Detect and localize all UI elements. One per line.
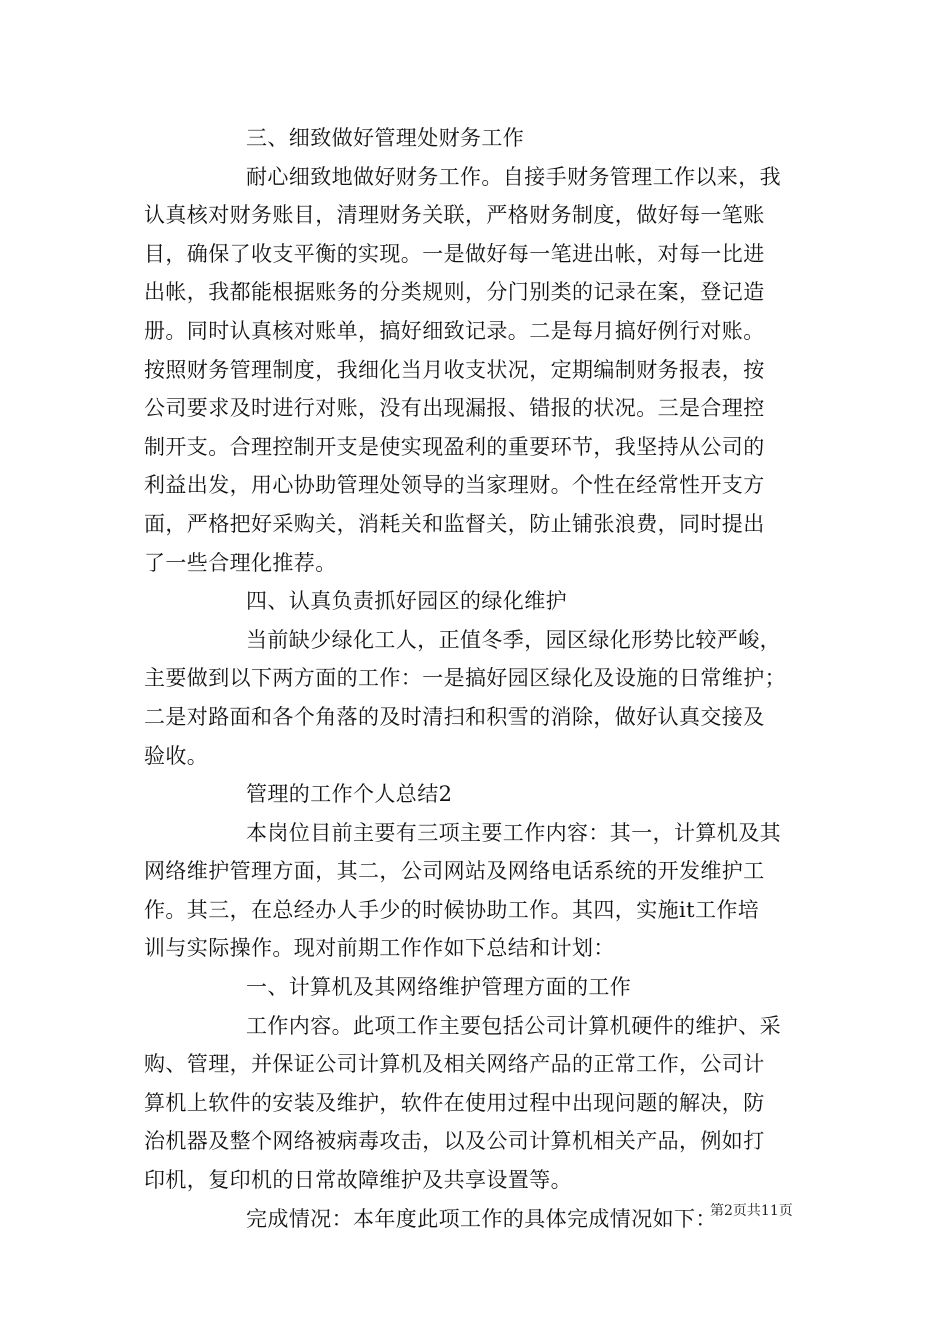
paragraph-line: 算机上软件的安装及维护，软件在使用过程中出现问题的解决，防 [144,1090,765,1115]
paragraph-line: 耐心细致地做好财务工作。自接手财务管理工作以来，我 [246,164,781,189]
paragraph-line: 验收。 [144,743,209,768]
paragraph-line: 制开支。合理控制开支是使实现盈利的重要环节，我坚持从公司的 [144,434,765,459]
paragraph-line: 认真核对财务账目，清理财务关联，严格财务制度，做好每一笔账 [144,203,765,228]
section-heading: 一、计算机及其网络维护管理方面的工作 [246,975,632,1000]
page-number: 第2页共11页 [710,1203,793,1219]
paragraph-line: 公司要求及时进行对账，没有出现漏报、错报的状况。三是合理控 [144,396,765,421]
paragraph-line: 册。同时认真核对账单，搞好细致记录。二是每月搞好例行对账。 [144,318,765,343]
section-heading: 四、认真负责抓好园区的绿化维护 [246,589,567,614]
paragraph-line: 作。其三，在总经办人手少的时候协助工作。其四，实施it工作培 [144,897,760,922]
paragraph-line: 当前缺少绿化工人，正值冬季，园区绿化形势比较严峻， [246,627,781,652]
paragraph-line: 目，确保了收支平衡的实现。一是做好每一笔进出帐，对每一比进 [144,241,765,266]
paragraph-line: 工作内容。此项工作主要包括公司计算机硬件的维护、采 [246,1013,781,1038]
paragraph-line: 了一些合理化推荐。 [144,550,337,575]
paragraph-line: 利益出发，用心协助管理处领导的当家理财。个性在经常性开支方 [144,473,765,498]
paragraph-line: 完成情况：本年度此项工作的具体完成情况如下： [246,1206,717,1231]
paragraph-line: 面，严格把好采购关，消耗关和监督关，防止铺张浪费，同时提出 [144,511,765,536]
paragraph-line: 按照财务管理制度，我细化当月收支状况，定期编制财务报表，按 [144,357,765,382]
paragraph-line: 出帐，我都能根据账务的分类规则，分门别类的记录在案，登记造 [144,280,765,305]
paragraph-line: 治机器及整个网络被病毒攻击，以及公司计算机相关产品，例如打 [144,1129,765,1154]
paragraph-line: 购、管理，并保证公司计算机及相关网络产品的正常工作，公司计 [144,1052,765,1077]
section-heading: 三、细致做好管理处财务工作 [246,126,525,150]
document-body [144,119,808,1238]
paragraph-line: 网络维护管理方面，其二，公司网站及网络电话系统的开发维护工 [144,859,765,884]
paragraph-line: 主要做到以下两方面的工作：一是搞好园区绿化及设施的日常维护； [144,666,786,691]
paragraph-line: 本岗位目前主要有三项主要工作内容：其一，计算机及其 [246,820,781,845]
paragraph-line: 印机，复印机的日常故障维护及共享设置等。 [144,1168,572,1193]
paragraph-line: 二是对路面和各个角落的及时清扫和积雪的消除，做好认真交接及 [144,704,765,729]
paragraph-line: 训与实际操作。现对前期工作作如下总结和计划： [144,936,615,961]
document-title: 管理的工作个人总结2 [246,782,453,807]
